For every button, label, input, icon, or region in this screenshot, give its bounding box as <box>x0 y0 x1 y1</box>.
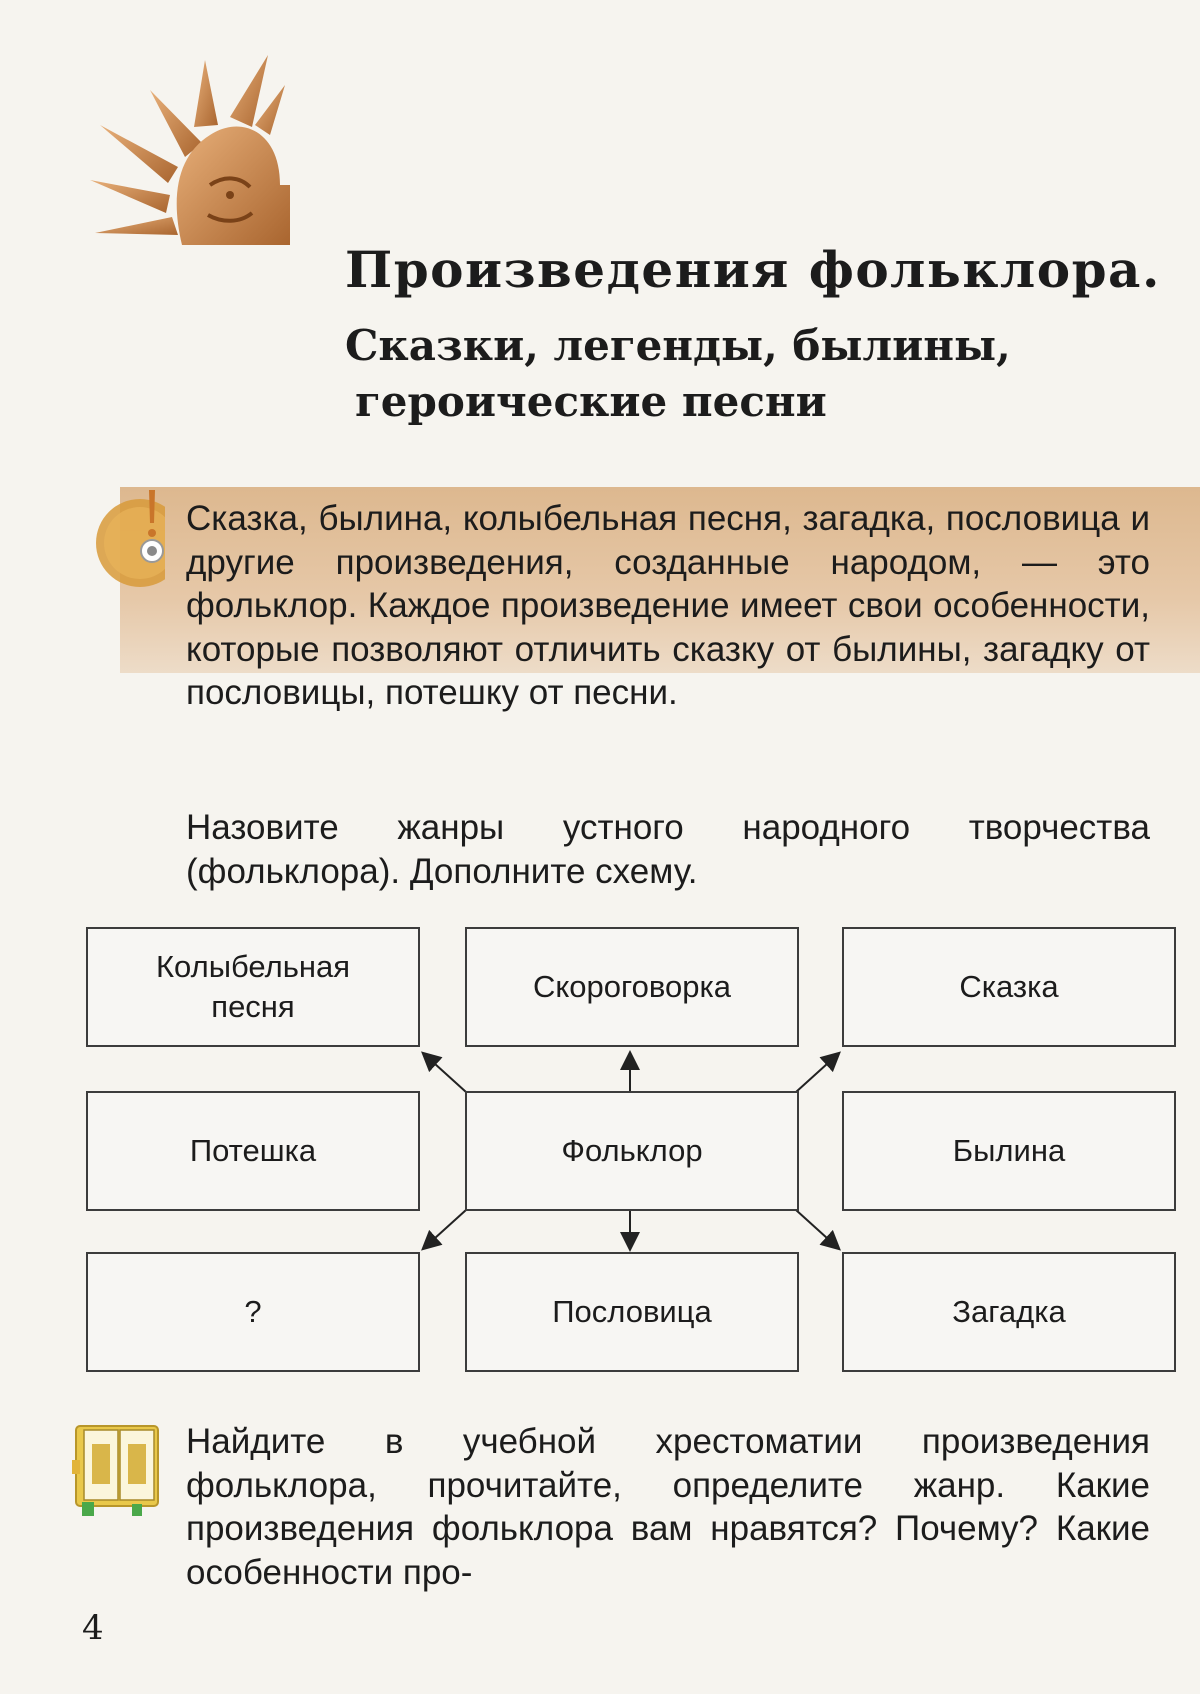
intro-paragraph: Сказка, былина, колыбельная песня, загадка, пословица и другие произведения, созданные народом, — это фольклор. Каждое произведение имеет свои особенности, которые позволяют отличить сказку от былины, загадку от пословицы, потешку от песни. <box>186 499 1150 712</box>
page-title: Произведения фольклора. <box>345 240 1161 299</box>
scheme-center-label: Фольклор <box>561 1133 703 1168</box>
page-subtitle <box>345 318 1105 430</box>
scheme-label: Пословица <box>552 1294 712 1329</box>
scheme-box-proverb <box>465 1252 799 1372</box>
subtitle-line-1: Сказки, легенды, былины, <box>345 321 1011 370</box>
scheme-label: Загадка <box>952 1294 1066 1329</box>
scheme-label: ? <box>244 1294 262 1329</box>
arrow-bottom-right <box>796 1210 838 1248</box>
question-paragraph: Назовите жанры устного народного творчества (фольклора). Дополните схему. <box>186 808 1150 891</box>
scheme-label: Потешка <box>189 1133 317 1168</box>
scheme-box-nursery-rhyme <box>86 1091 420 1211</box>
task-paragraph: Найдите в учебной хрестоматии произведения фольклора, прочитайте, определите жанр. Какие произведения фольклора вам нравятся? Почему? Какие особенности про- <box>186 1422 1150 1592</box>
scheme-label: Сказка <box>959 969 1059 1004</box>
scheme-label: Былина <box>952 1133 1066 1168</box>
scheme-box-fairy-tale <box>842 927 1176 1047</box>
arrow-top-left <box>424 1054 466 1092</box>
scheme-label: Скороговорка <box>533 969 731 1004</box>
scheme-box-epic <box>842 1091 1176 1211</box>
book-icon <box>72 1420 168 1520</box>
arrow-top-right <box>796 1054 838 1092</box>
scheme-box-lullaby <box>86 927 420 1047</box>
scheme-box-riddle <box>842 1252 1176 1372</box>
scheme-box-empty[interactable] <box>86 1252 420 1372</box>
sun-illustration-icon <box>90 55 290 245</box>
attention-bulb-icon <box>95 485 165 595</box>
subtitle-line-2: героические песни <box>355 377 827 426</box>
scheme-box-tongue-twister <box>465 927 799 1047</box>
scheme-label: Колыбельная песня <box>156 949 350 1024</box>
arrow-bottom-left <box>424 1210 466 1248</box>
scheme-box-center <box>465 1091 799 1211</box>
page-number: 4 <box>82 1608 104 1648</box>
